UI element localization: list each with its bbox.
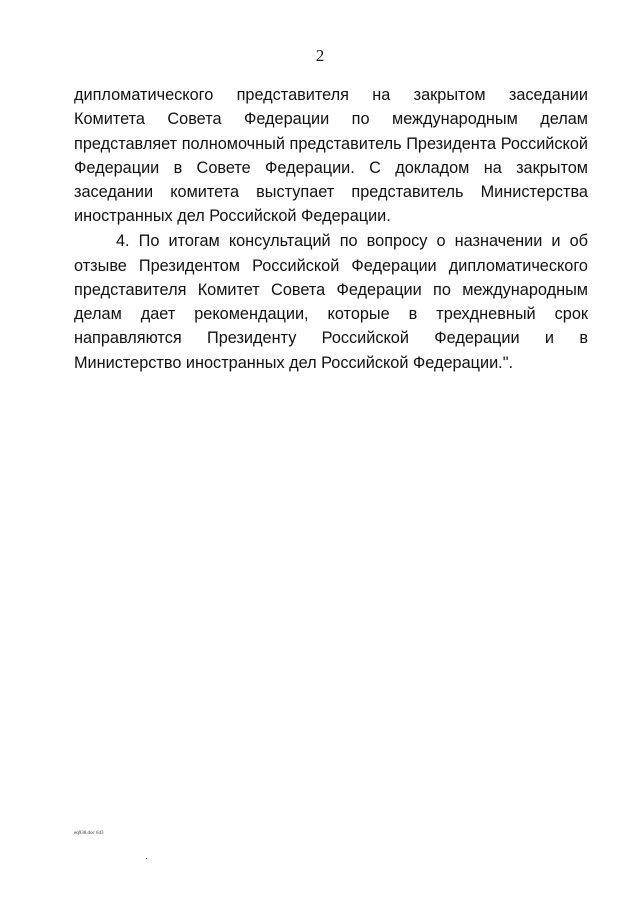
document-body: [74, 83, 588, 375]
paragraph-continuation: дипломатического представителя на закрытом заседании Комитета Совета Федерации по международным делам представляет полномочный представитель Президента Российской Федерации в Совете Федерации. С докладом на закрытом заседании комитета выступает представитель Министерства иностранных дел Российской Федерации.: [74, 86, 588, 226]
footer-file-reference: eq938.doc 643: [74, 831, 104, 836]
page-number: 2: [315, 46, 325, 65]
paragraph-item-4: 4. По итогам консультаций по вопросу о назначении и об отзыве Президентом Российской Федерации дипломатического представителя Комитет Совета Федерации по международным делам дает рекомендации, которые в трехдневный срок направляются Президенту Российской Федерации и в Министерство иностранных дел Российской Федерации.".: [74, 232, 588, 372]
scan-speck: [146, 858, 147, 859]
